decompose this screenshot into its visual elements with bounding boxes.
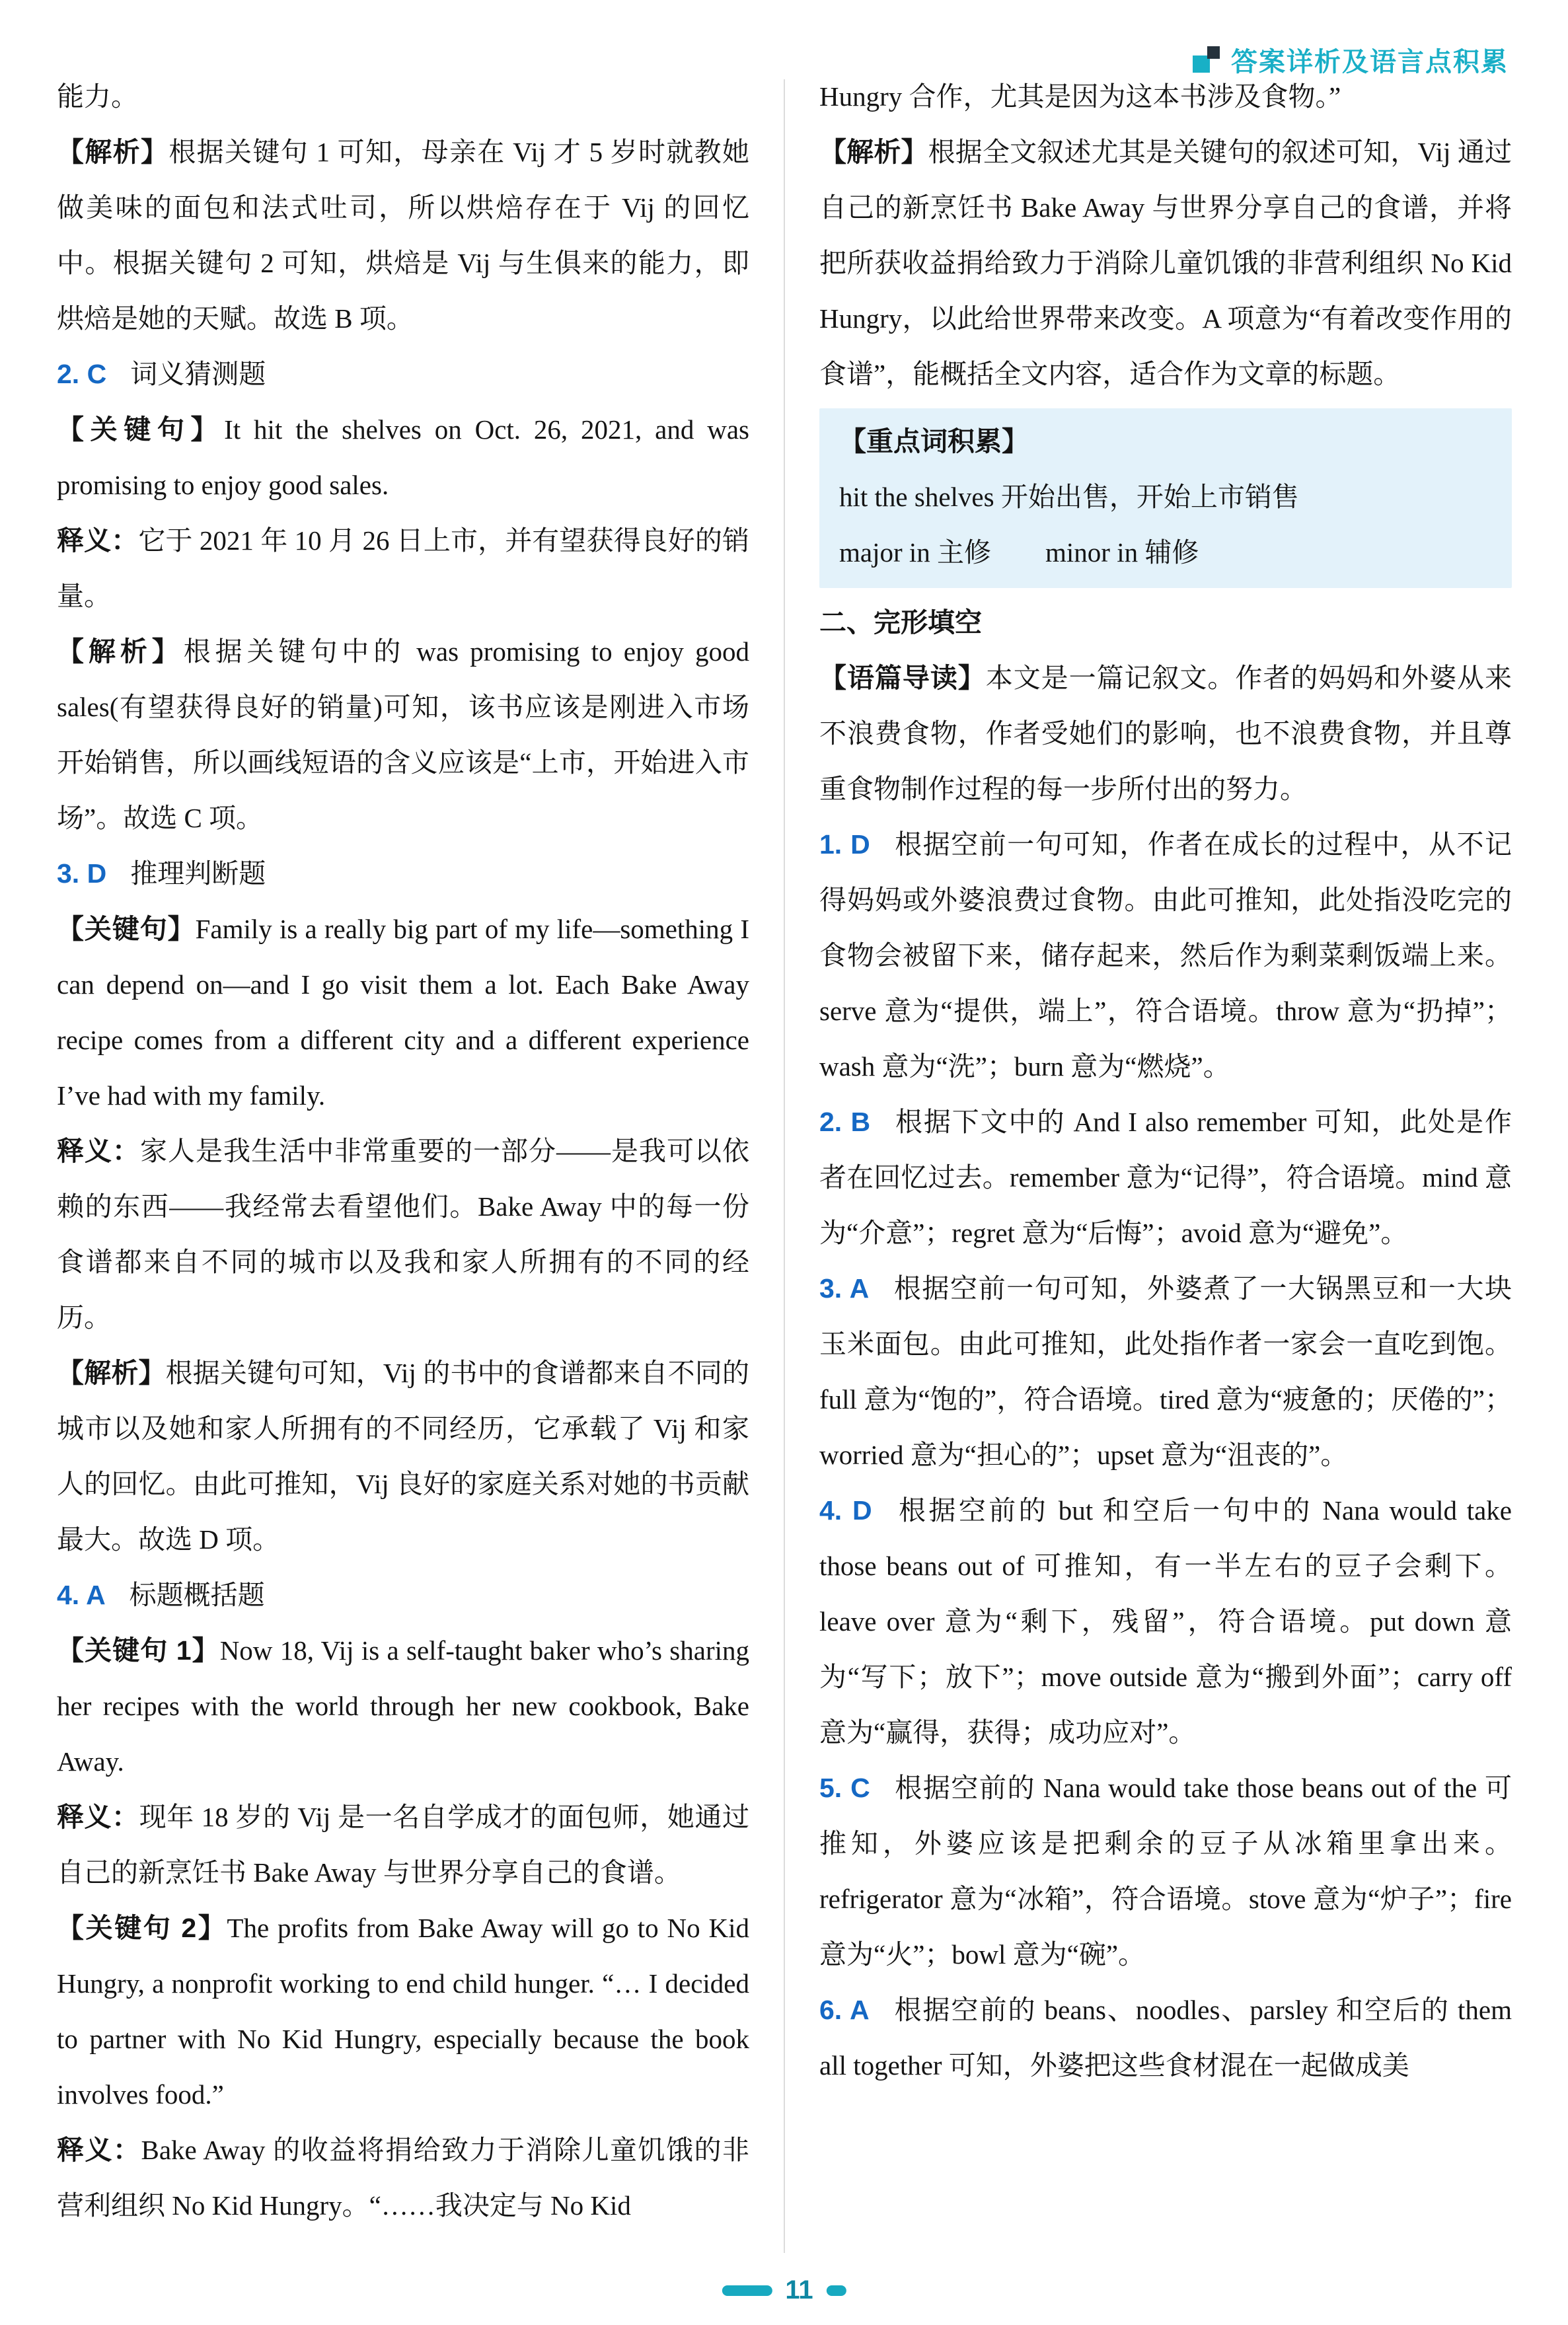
body-text: Now 18, Vij is a self-taught baker who’s sharing her recipes with the world through her new cookbook, Bake Away. [57,1635,750,1777]
key-vocabulary-box [819,408,1512,588]
translation-paragraph [57,513,749,624]
analysis-label: 【解析】 [57,1358,166,1388]
answer-number: 2. C [57,359,107,389]
continuation-text [57,69,749,124]
analysis-paragraph [57,624,749,846]
key-sentence-paragraph [57,402,749,513]
body-text: It hit the shelves on Oct. 26, 2021, and was promising to enjoy good sales. [57,414,750,500]
analysis-paragraph [57,124,749,346]
question-analysis [819,1760,1512,1982]
body-text: 现年 18 岁的 Vij 是一名自学成才的面包师，她通过自己的新烹饪书 Bake Away 与世界分享自己的食谱。 [57,1802,749,1888]
answer-heading [57,846,749,901]
body-text: 根据空前的 beans、noodles、parsley 和空后的 them all together 可知，外婆把这些食材混在一起做成美 [819,1995,1512,2081]
question-analysis [819,1483,1512,1760]
body-text: 家人是我生活中非常重要的一部分——是我可以依赖的东西——我经常去看望他们。Bake Away 中的每一份食谱都来自不同的城市以及我和家人所拥有的不同的经历。 [57,1136,749,1333]
analysis-label: 【解析】 [57,137,169,167]
answer-heading [57,346,749,402]
answer-heading [57,1567,749,1623]
key-sentence-paragraph [57,901,749,1123]
page-footer [722,2275,846,2305]
translation-paragraph [57,2122,749,2233]
translation-label: 释义： [57,1802,139,1832]
question-type-label: 标题概括题 [129,1580,265,1610]
analysis-label: 【解析】 [819,137,928,167]
question-analysis [819,1982,1512,2093]
continuation-text [819,69,1512,124]
question-analysis [819,1261,1512,1483]
page-number: 11 [785,2275,813,2305]
key-sentence-label: 【关键句 2】 [57,1913,227,1943]
question-analysis [819,817,1512,1094]
body-text: 根据空前的 but 和空后一句中的 Nana would take those beans out of 可推知，有一半左右的豆子会剩下。leave over 意为“剩下，残留”，符合语境。put down 意为“写下；放下”；move outside 意为“搬到外面”；carry off 意为“赢得，获得；成功应对”。 [819,1495,1512,1748]
body-text: 能力。 [57,81,138,112]
question-type-label: 推理判断题 [130,858,266,889]
answer-number: 3. D [57,858,107,889]
translation-label: 释义： [57,525,139,556]
key-sentence-paragraph [57,1900,749,2122]
analysis-paragraph [57,1345,749,1567]
key-vocabulary-entry: major in 主修 minor in 辅修 [839,537,1199,568]
body-text: 根据空前一句可知，作者在成长的过程中，从不记得妈妈或外婆浪费过食物。由此可推知，此处指没吃完的食物会被留下来，储存起来，然后作为剩菜剩饭端上来。serve 意为“提供，端上”，符合语境。throw 意为“扔掉”；wash 意为“洗”；burn 意为“燃烧”。 [819,829,1512,1082]
answer-number: 6. A [819,1995,870,2025]
footer-bar-left [722,2285,772,2296]
body-text: 根据关键句可知，Vij 的书中的食谱都来自不同的城市以及她和家人所拥有的不同经历，它承载了 Vij 和家人的回忆。由此可推知，Vij 良好的家庭关系对她的书贡献最大。故选 D 项。 [57,1358,749,1555]
body-text: 根据全文叙述尤其是关键句的叙述可知，Vij 通过自己的新烹饪书 Bake Away 与世界分享自己的食谱，并将把所获收益捐给致力于消除儿童饥饿的非营利组织 No Kid Hungry，以此给世界带来改变。A 项意为“有着改变作用的食谱”，能概括全文内容，适合作为文章的标题。 [819,137,1512,389]
body-text: 根据关键句 1 可知，母亲在 Vij 才 5 岁时就教她做美味的面包和法式吐司，所以烘焙存在于 Vij 的回忆中。根据关键句 2 可知，烘焙是 Vij 与生俱来的能力，即烘焙是她的天赋。故选 B 项。 [57,137,750,334]
right-column [819,69,1512,2093]
body-text: 根据下文中的 And I also remember 可知，此处是作者在回忆过去。remember 意为“记得”，符合语境。mind 意为“介意”；regret 意为“后悔”；avoid 意为“避免”。 [819,1107,1512,1248]
body-text: Family is a really big part of my life—something I can depend on—and I go visit them a lot. Each Bake Away recipe comes from a different city and a different experience I’ve had with my family. [57,914,749,1111]
footer-bar-right [827,2285,846,2296]
body-text: Hungry 合作，尤其是因为这本书涉及食物。” [819,81,1341,112]
answer-number: 4. A [57,1580,106,1610]
body-text: 它于 2021 年 10 月 26 日上市，并有望获得良好的销量。 [57,525,750,611]
key-sentence-paragraph [57,1623,749,1789]
body-text: 根据空前一句可知，外婆煮了一大锅黑豆和一大块玉米面包。由此可推知，此处指作者一家会一直吃到饱。full 意为“饱的”，符合语境。tired 意为“疲惫的；厌倦的”；worried 意为“担心的”；upset 意为“沮丧的”。 [819,1273,1512,1470]
analysis-paragraph [819,124,1512,402]
body-text: 根据空前的 Nana would take those beans out of the 可推知，外婆应该是把剩余的豆子从冰箱里拿出来。refrigerator 意为“冰箱”，符合语境。stove 意为“炉子”；fire 意为“火”；bowl 意为“碗”。 [819,1773,1512,1970]
body-text: 根据关键句中的 was promising to enjoy good sales(有望获得良好的销量)可知，该书应该是刚进入市场开始销售，所以画线短语的含义应该是“上市，开始进入市场”。故选 C 项。 [57,636,750,833]
key-sentence-label: 【关键句】 [57,914,196,944]
passage-intro-paragraph [819,650,1512,817]
translation-label: 释义： [57,1136,140,1166]
answer-number: 1. D [819,829,870,860]
translation-paragraph [57,1123,749,1345]
translation-paragraph [57,1789,749,1900]
question-type-label: 词义猜测题 [130,359,266,389]
answer-number: 3. A [819,1273,870,1304]
key-vocabulary-entry: hit the shelves 开始出售，开始上市销售 [839,482,1299,512]
passage-intro-label: 【语篇导读】 [819,663,986,693]
body-text: 本文是一篇记叙文。作者的妈妈和外婆从来不浪费食物，作者受她们的影响，也不浪费食物，并且尊重食物制作过程的每一步所付出的努力。 [819,663,1512,804]
body-text: Bake Away 的收益将捐给致力于消除儿童饥饿的非营利组织 No Kid Hungry。“……我决定与 No Kid [57,2135,749,2221]
answer-number: 4. D [819,1495,872,1526]
answer-number: 2. B [819,1107,871,1137]
column-divider [784,79,785,2253]
body-text: The profits from Bake Away will go to No Kid Hungry, a nonprofit working to end child hunger. “… I decided to partner with No Kid Hungry, especially because the book involves food.” [57,1913,749,2110]
left-column [57,69,749,2233]
translation-label: 释义： [57,2135,141,2165]
question-analysis [819,1094,1512,1261]
key-vocabulary-title: 【重点词积累】 [839,426,1029,457]
answer-number: 5. C [819,1773,870,1803]
page-header-title: 答案详析及语言点积累 [1231,48,1509,77]
key-sentence-label: 【关键句】 [57,414,225,445]
analysis-label: 【解析】 [57,636,184,667]
section-heading-cloze: 二、完形填空 [819,607,982,638]
key-sentence-label: 【关键句 1】 [57,1635,220,1666]
